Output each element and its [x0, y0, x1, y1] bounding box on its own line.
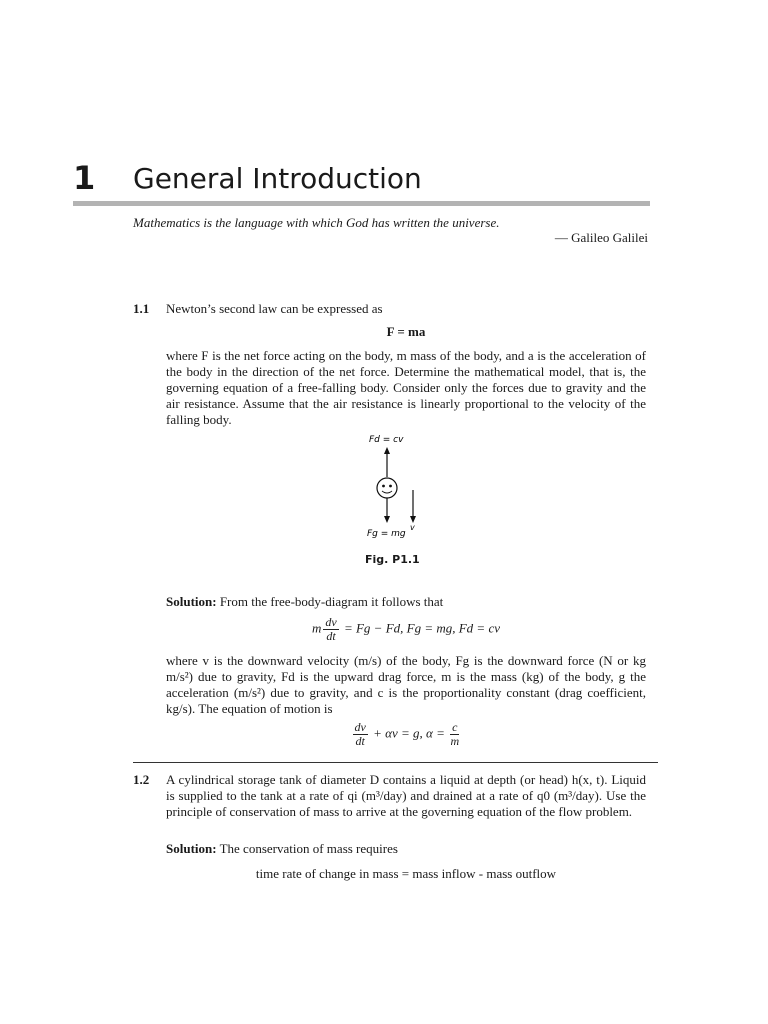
derivative-fraction: $\frac{dv}{dt}$ — [325, 615, 337, 643]
epigraph-quote: Mathematics is the language with which God has written the universe. — [133, 215, 500, 230]
equation-motion-1 — [166, 616, 646, 643]
problem-intro: Newton’s second law can be expressed as — [166, 301, 383, 316]
mass-symbol: m — [311, 620, 322, 636]
problem-number: 1.1 — [133, 301, 150, 316]
equation-mass-balance: time rate of change in mass = mass inflow - mass outflow — [255, 866, 557, 881]
equation-alpha: + αv = g, α = — [373, 725, 445, 741]
solution-line — [166, 594, 443, 610]
equation-newton: F = ma — [386, 324, 426, 339]
equation-motion-2 — [166, 721, 646, 748]
gravity-force-label: Fg = mg — [367, 529, 406, 539]
drag-force-label: Fd = cv — [369, 435, 404, 445]
solution-label: Solution: — [166, 594, 217, 609]
problem-body-2: A cylindrical storage tank of diameter D contains a liquid at depth (or head) h(x, t). Liquid is supplied to the tank at a rate of qi (m³/day) and drained at a rate of q0 (m³/day). Use the principle of conservation of mass to arrive at the governing equation of the flow problem. — [166, 772, 646, 819]
figure-caption: Fig. P1.1 — [365, 553, 420, 566]
free-body-diagram — [355, 430, 435, 545]
chapter-title: General Introduction — [133, 162, 422, 195]
drag-arrowhead — [384, 447, 390, 454]
solution-body: where v is the downward velocity (m/s) of the body, Fg is the downward force (N or kg m/s²) due to gravity, Fd is the upward drag force, m is the mass (kg) of the body, g the acceleration (m/s²) due to gravity, and c is the proportionality constant (drag coefficient, kg/s). The equation of motion is — [166, 653, 646, 716]
derivative-fraction-2: $\frac{dv}{dt}$ — [354, 720, 366, 748]
equation-forces: = Fg − Fd, Fg = mg, Fd = cv — [343, 620, 500, 636]
solution-line-2 — [166, 841, 398, 857]
solution-intro: From the free-body-diagram it follows that — [219, 594, 444, 609]
problem-number-2: 1.2 — [133, 772, 150, 787]
epigraph-attribution: — Galileo Galilei — [554, 230, 648, 245]
body-circle — [377, 478, 397, 498]
gravity-arrowhead — [384, 516, 390, 523]
chapter-rule — [73, 201, 650, 206]
section-divider — [133, 762, 658, 763]
velocity-label: v — [410, 523, 415, 532]
solution-intro-2: The conservation of mass requires — [219, 841, 398, 856]
alpha-fraction: $\frac{c}{m}$ — [450, 720, 460, 748]
chapter-number: 1 — [73, 159, 96, 197]
problem-body: where F is the net force acting on the body, m mass of the body, and a is the acceleration of the body in the direction of the net force. Determine the mathematical model, that is, the governing equation of a free-falling body. Consider only the forces due to gravity and the air resistance. Assume that the air resistance is linearly proportional to the velocity of the falling body. — [166, 348, 646, 427]
solution-label-2: Solution: — [166, 841, 217, 856]
